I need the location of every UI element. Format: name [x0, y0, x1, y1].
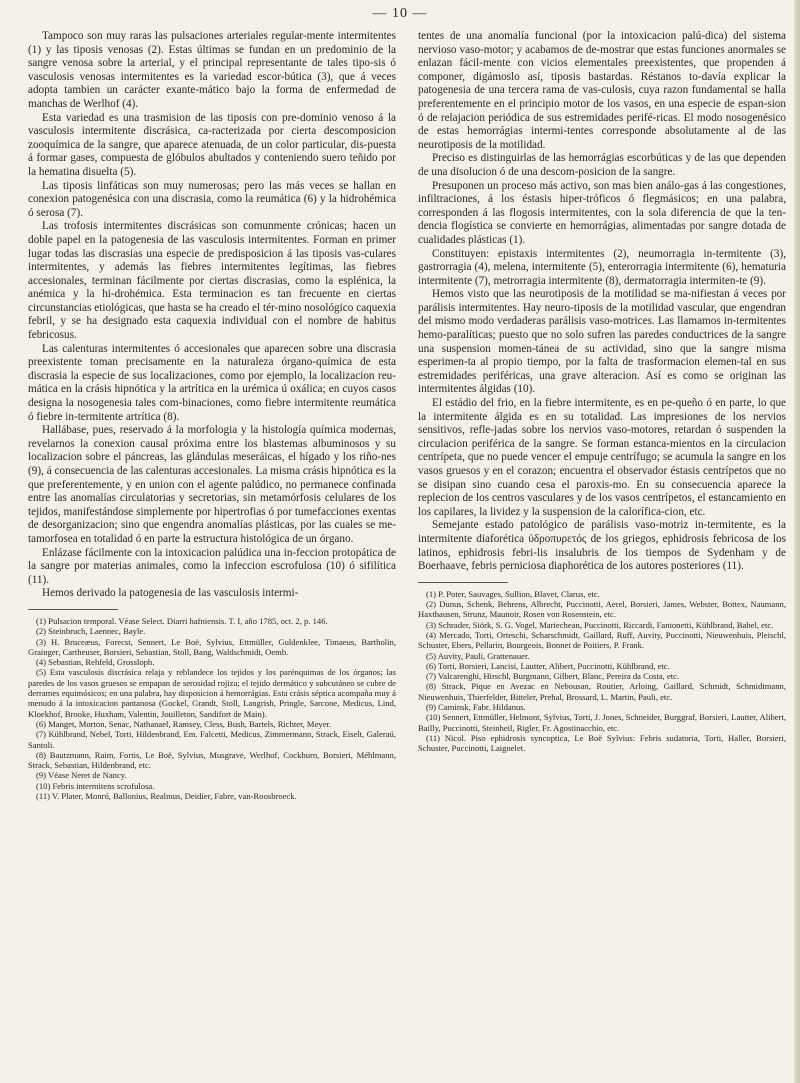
paragraph: tentes de una anomalía funcional (por la intoxicacion palú-dica) del sistema nervioso vaso-motor; y acabamos de de-mostrar que estas funciones anormales se enlazan fácil-mente con vicios elementales preexistentes, que propenden á componer, digámoslo así, tiposis bastardas. Réstanos to-davía explicar la patogenesia de una tercera rama de vas-culosis, cuya razon fundamental se halla preferentemente en el principio motor de los vasos, en una especie de espan-sion ó de relajacion periódica de sus estremidades perifé-ricas. El modo nosogenésico de estas hemorrágias intermi-tentes corresponde absolutamente al de las neurotiposis de la motilidad. [418, 30, 786, 151]
paragraph: Hemos visto que las neurotiposis de la motilidad se ma-nifiestan á veces por parálisis intermitentes. Hay neuro-tiposis de la motilidad vascular, que engendran del mismo modo verdaderas parálisis vaso-motrices. Las llamamos in-termitentes hemo-paralíticas; puesto que no solo sufren las paredes conductrices de la sangre una suspension momen-tánea de su actividad, sino que la sangre misma esperimen-ta al propio tiempo, por la falta de trasformacion elemen-tal en sus estremidades periféricas, una grave alteracion. Así es como se originan las intermitentes álgidas (10). [418, 288, 786, 396]
paragraph: Semejante estado patológico de parálisis vaso-motriz in-termitente, es la intermitente diaforética ὑδροπυρετός de los griegos, ephidrosis febricosa de los latinos, ephidrosis febri-lis insalubris de los tiempos de Sydenham y de Boerhaave, febris perniciosa diaphorética de los autores posteriores (11). [418, 519, 786, 573]
footnote: (4) Mercado, Torti, Orteschi, Scharschmidt, Gaillard, Ruff, Auvity, Puccinotti, Nieuwenhuis, Pleischl, Schuster, Ebers, Pellarin, Bourgeois, Bonnet de Poitiers, P. Frank. [418, 629, 786, 651]
footnote: (9) Véase Neret de Nancy. [36, 770, 127, 781]
footnote: (6) Manget, Morton, Senac, Nathanael, Ramsey, Cless, Bush, Bartels, Richter, Meyer. [36, 718, 332, 729]
paragraph: Tampoco son muy raras las pulsaciones arteriales regular-mente intermitentes (1) y las tiposis venosas (2). Estas últimas se fundan en un predominio de la sangre venosa sobre la arterial, y el principal representante de tales tipo-sis ó vasculosis venosas intermitentes es la variedad escor-bútica (3), que á veces adopta tambien un carácter exante-mático bajo la forma de enfermedad de manchas de Werlhof (4). [28, 30, 396, 110]
footnote: (4) Sebastian, Rehfeld, Grossloph. [36, 657, 155, 668]
paragraph: Esta variedad es una trasmision de las tiposis con pre-dominio venoso á la vasculosis intermitente discrásica, ca-racterizada por cierta descomposicion zooquímica de la sangre, que aparece atenuada, de un color particular, dis-puesta á formar gases, compuesta de glóbulos abultados y conteniendo suero teñido por la hematina disuelta (5). [28, 111, 396, 178]
paragraph: Hemos derivado la patogenesia de las vasculosis intermi- [42, 587, 299, 600]
footnote: (1) Pulsacion temporal. Véase Select. Diarri hafniensis. T. I, año 1785, oct. 2, p. 146. [36, 615, 328, 626]
footnote: (5) Auvity, Pauli, Grattenauer. [426, 650, 530, 661]
paragraph: El estádio del frio, en la fiebre intermitente, es en pe-queño ó en parte, lo que la intermitente álgida es en su totalidad. Las impresiones de los nervios sensitivos, refle-jadas sobre los nervios vaso-motores, retardan ó suspenden la circulacion periférica de la sangre. Se forman estanca-mientos en la circulacion centrípeta, que no puede vencer el empuje centrífugo; se acumula la sangre en los vasos gruesos y en el corazon; encuentra el observador éstasis centrípetos que no se disipan sino cuando cesa el paroxis-mo. En su consecuencia aparece la replecion de los centros vasculares y de los vasos centrípetos, el estancamiento en los capilares, la lividez y la suspension de la calorífica-cion, etc. [418, 397, 786, 518]
paragraph: Hallábase, pues, reservado á la morfologia y la histología química modernas, revelarnos la conexion causal próxima entre los blastemas albuminosos y su localizacion sobre el páncreas, las glándulas meseráicas, el hígado y los riño-nes (9), á consecuencia de las calenturas accesionales. La misma crásis hipnótica es la que preferentemente, y en union con el agente palúdico, no permanece confinada entre las anomalías circulatorias y secretorias, sin metamórfosis celulares de los tejidos, manifestándose simplemente por hipertrofias ó por tumefacciones exentas de desorganizacion; sino que engendra anomalías plásticas, por las cuales se me-tamorfosea en totalidad ó en parte la estructura histológica de un órgano. [28, 424, 396, 545]
paragraph: Preciso es distinguirlas de las hemorrágias escorbúticas y de las que dependen de una disolucion ó de una descom-posicion de la sangre. [418, 152, 786, 178]
footnote: (8) Strack, Pique en Avezac en Nebousan, Routier, Arloing, Gaillard, Schmidt, Schmidtmann, Nieuwenhuis, Thierfelder, Bitteler, Prehal, Brossard, L. Martin, Pauli, etc. [418, 681, 786, 702]
left-footnotes [28, 616, 396, 801]
footnote: (7) Kühlbrand, Nebel, Torti, Hildenbrand, Em. Falcetti, Medicus, Zimmermann, Strack, Eiselt, Galeraú, Santoli. [28, 729, 396, 750]
paragraph: Las calenturas intermitentes ó accesionales que aparecen sobre una discrasia preexistente toman precisamente en la naturaleza órgano-química de esta discrasia la especie de sus localizaciones, como por ejemplo, la localizacion reu-mática en la crásis hipnótica y la artrítica en la urémica ú oxálica; en cuyos casos designa la nosogenesia tales com-binaciones, como fiebre intermitente reumática ó fiebre in-termitente artrítica (8). [28, 342, 396, 423]
paragraph: Las trofosis intermitentes discrásicas son comunmente crónicas; hacen un doble papel en la patogenesia de las vasculosis intermitentes. Forman en primer lugar todas las discrasias una especie de predisposicion á las tiposis vas-culares intermitentes, y además las fiebres intermitentes legítimas, las fiebres accesionales, terminan fácilmente por ciertas discrasias, como la esplénica, la anémica y la hi-drohémica. Esta terminacion es tan frecuente en ciertas circunstancias etiológicas, que hasta se ha creado el tér-mino nosológico caquexia febril, y se ha designado esta caquexia individual con el nombre de habitus febricosus. [28, 220, 396, 342]
footnote: (5) Esta vasculosis discrásica relaja y reblandece los tejidos y los parénquimas de los órganos; las paredes de los vasos gruesos se empapan de serosidad rojiza; el tejido dermático y subcutáneo se cubre de derrames equimósicos; en una palabra, hay disposicion á hemorrágias. Esta crásis séptica acompaña muy á menudo á la intoxicacion pantanosa (Gockel, Grandt, Stoll, Langrish, Pringle, Sarcone, Medicus, Lind, Kloekhof, Brooke, Huxham, Valentin, Jouilleton, Sandifort de Main). [28, 667, 396, 719]
footnote: (3) Schrader, Siörk, S. G. Vogel, Mariechean, Puccinotti, Riccardi, Fantonetti, Kühlbrand, Babel, etc. [426, 619, 774, 630]
footnote: (1) P. Poter, Sauvages, Sullion, Blavet, Clarus, etc. [426, 588, 600, 599]
page-number: — 10 — [372, 6, 428, 21]
left-body-text [28, 30, 396, 601]
footnote: (7) Valcarenghi, Hirschl, Burgmann, Gilbert, Blanc, Pereira da Costa, etc. [426, 671, 680, 682]
footnote: (11) V. Plater, Monró, Ballonius, Realmus, Deidier, Fabre, van-Roosbroeck. [36, 790, 297, 801]
paragraph: Las tiposis linfáticas son muy numerosas; pero las más veces se hallan en conexion patogenésica con una discrasia, como la reumática (6) y la hidrohémica ó serosa (7). [28, 179, 396, 219]
footnote: (6) Torti, Borsieri, Lancisi, Lautter, Alibert, Puccinotti, Kühlbrand, etc. [426, 660, 670, 671]
footnote: (10) Sennert, Ettmüller, Helmont, Sylvius, Torti, J. Jones, Schneider, Burggraf, Borsieri, Lautter, Alibert, Bailly, Puccinotti, Steinheil, Rigler, Fr. Agostinacchio, etc. [418, 712, 786, 733]
right-footnotes [418, 589, 786, 754]
footnote: (2) Dunus, Schenk, Behrens, Albrecht, Puccinotti, Aerel, Borsieri, James, Webster, Bottex, Naumann, Haxthausen, Strunz, Maunoir, Rosen von Rosenstein, etc. [418, 599, 786, 620]
footnote: (8) Bautzmann, Raim, Fortis, Le Boë, Sylvius, Musgrave, Werlhof, Cockburn, Borsieri, Méhlmann, Strack, Sebastian, Hildenbrand, etc. [28, 749, 396, 771]
right-body-text [418, 30, 786, 574]
page-edge-shadow [794, 0, 800, 1083]
footnote: (11) Nicol. Piso ephidrosis syncoptica, Le Boë Sylvius: Febris sudatoria, Torti, Haller, Borsieri, Schuster, Puccinotti, Laignelet. [418, 732, 786, 754]
paragraph: Constituyen: epistaxis intermitentes (2), neumorragia in-termitente (3), gastrorragia (4), melena, intermitente (5), enterorragia intermitente (6), hematuria intermitente (7), metrorragia intermitente (8), dermatorragia intermiten-te (9). [418, 247, 786, 287]
footnote-rule [28, 609, 118, 610]
footnote: (3) H. Bruceæus, Forecst, Sennert, Le Boë, Sylvius, Ettmüller, Guldenklee, Timaeus, Bartholin, Grainger, Cartheuser, Borsieri, Sebastian, Stoll, Bang, Waldschmidt, Oemb. [28, 636, 396, 657]
footnote-rule [418, 582, 508, 583]
right-column [418, 30, 786, 754]
footnote: (10) Febris intermitens scrofulosa. [36, 780, 155, 791]
footnote: (9) Caminsk, Fabr. Hildanus. [426, 702, 526, 713]
left-column [28, 30, 396, 801]
paragraph: Presuponen un proceso más activo, son mas bien análo-gas á las congestiones, infiltraciones, á los éstasis hiper-tróficos ó flegmásicos; en una palabra, corresponden á las flogosis intermitentes, con la sola diferencia de que la ten-dencia flogística se convierte en hemorrágias, alimentadas por sangre dotada de cualidades plásticas (1). [418, 179, 786, 246]
footnote: (2) Steinbruch, Laennec, Bayle. [36, 626, 146, 637]
paragraph: Enlázase fácilmente con la intoxicacion palúdica una in-feccion protopática de la sangre por materias animales, como la infeccion escrofulosa (10) ó sifilítica (11). [28, 546, 396, 586]
